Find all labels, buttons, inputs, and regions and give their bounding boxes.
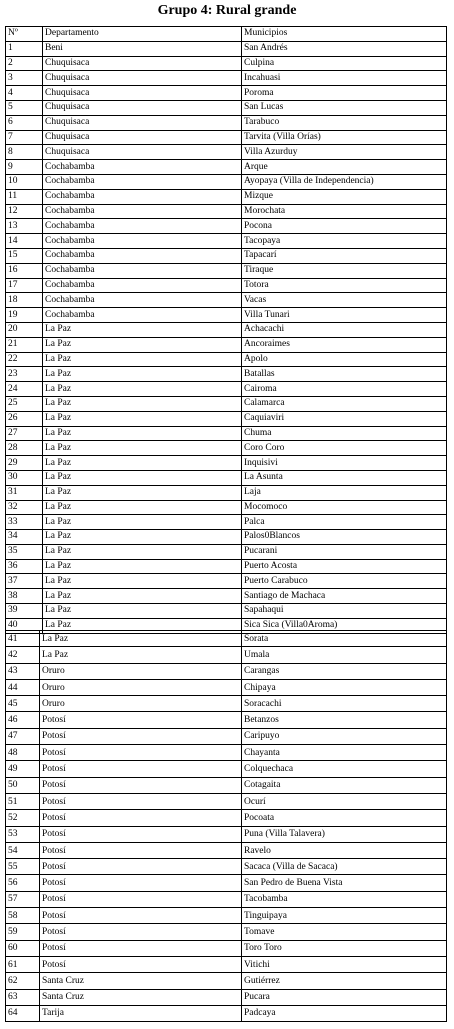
cell-number: 16 bbox=[6, 263, 43, 278]
cell-municipio: Tarabuco bbox=[242, 115, 447, 130]
cell-number: 40 bbox=[6, 618, 43, 633]
table-row bbox=[6, 278, 447, 293]
table-row bbox=[6, 515, 447, 530]
cell-departamento: La Paz bbox=[43, 470, 242, 485]
cell-municipio: Puerto Acosta bbox=[242, 559, 447, 574]
cell-number: 12 bbox=[6, 204, 43, 219]
table-row bbox=[6, 130, 447, 145]
cell-departamento: Oruro bbox=[40, 663, 242, 679]
table-row bbox=[6, 728, 447, 744]
table-row bbox=[6, 485, 447, 500]
cell-municipio: Ocurí bbox=[242, 793, 447, 809]
cell-number: 61 bbox=[6, 956, 40, 972]
cell-departamento: Potosí bbox=[40, 793, 242, 809]
cell-municipio: Chipaya bbox=[242, 679, 447, 695]
cell-departamento: La Paz bbox=[40, 647, 242, 663]
cell-municipio: Toro Toro bbox=[242, 940, 447, 956]
cell-number: 2 bbox=[6, 56, 43, 71]
cell-departamento: La Paz bbox=[43, 544, 242, 559]
cell-municipio: Tomave bbox=[242, 924, 447, 940]
table-row bbox=[6, 367, 447, 382]
cell-departamento: La Paz bbox=[43, 530, 242, 545]
cell-departamento: Potosí bbox=[40, 924, 242, 940]
cell-departamento: Cochabamba bbox=[43, 204, 242, 219]
cell-municipio: Pocoata bbox=[242, 810, 447, 826]
cell-municipio: Sorata bbox=[242, 631, 447, 647]
table-row bbox=[6, 1005, 447, 1021]
cell-departamento: Chuquisaca bbox=[43, 115, 242, 130]
table-row bbox=[6, 530, 447, 545]
table-body-lower bbox=[6, 631, 447, 1022]
cell-municipio: Chayanta bbox=[242, 745, 447, 761]
cell-number: 35 bbox=[6, 544, 43, 559]
cell-number: 29 bbox=[6, 456, 43, 471]
table-row bbox=[6, 86, 447, 101]
cell-municipio: Apolo bbox=[242, 352, 447, 367]
cell-municipio: Gutiérrez bbox=[242, 973, 447, 989]
cell-municipio: Tinguipaya bbox=[242, 908, 447, 924]
table-row bbox=[6, 204, 447, 219]
cell-municipio: Vitichi bbox=[242, 956, 447, 972]
header-departamento: Departamento bbox=[43, 27, 242, 42]
cell-number: 52 bbox=[6, 810, 40, 826]
cell-municipio: Coro Coro bbox=[242, 441, 447, 456]
cell-departamento: Potosí bbox=[40, 761, 242, 777]
cell-number: 24 bbox=[6, 382, 43, 397]
cell-departamento: Potosí bbox=[40, 908, 242, 924]
cell-departamento: La Paz bbox=[43, 441, 242, 456]
cell-number: 33 bbox=[6, 515, 43, 530]
table-header-row bbox=[6, 27, 447, 42]
table-row bbox=[6, 56, 447, 71]
cell-departamento: Chuquisaca bbox=[43, 145, 242, 160]
cell-municipio: Caripuyo bbox=[242, 728, 447, 744]
cell-departamento: La Paz bbox=[43, 367, 242, 382]
table-row bbox=[6, 396, 447, 411]
cell-municipio: Carangas bbox=[242, 663, 447, 679]
cell-departamento: La Paz bbox=[43, 426, 242, 441]
table-row bbox=[6, 322, 447, 337]
cell-departamento: Potosí bbox=[40, 891, 242, 907]
cell-number: 19 bbox=[6, 308, 43, 323]
table-row bbox=[6, 337, 447, 352]
cell-municipio: Totora bbox=[242, 278, 447, 293]
municipios-table-upper bbox=[5, 26, 447, 634]
cell-municipio: Calamarca bbox=[242, 396, 447, 411]
cell-number: 22 bbox=[6, 352, 43, 367]
table-row bbox=[6, 647, 447, 663]
cell-number: 47 bbox=[6, 728, 40, 744]
cell-municipio: Ravelo bbox=[242, 842, 447, 858]
table-row bbox=[6, 263, 447, 278]
cell-municipio: Morochata bbox=[242, 204, 447, 219]
cell-number: 53 bbox=[6, 826, 40, 842]
cell-departamento: Cochabamba bbox=[43, 308, 242, 323]
cell-departamento: La Paz bbox=[43, 322, 242, 337]
cell-municipio: Santiago de Machaca bbox=[242, 589, 447, 604]
cell-departamento: Potosí bbox=[40, 859, 242, 875]
cell-municipio: Ancoraimes bbox=[242, 337, 447, 352]
cell-number: 3 bbox=[6, 71, 43, 86]
cell-number: 49 bbox=[6, 761, 40, 777]
table-row bbox=[6, 100, 447, 115]
cell-municipio: Caquiaviri bbox=[242, 411, 447, 426]
cell-number: 10 bbox=[6, 174, 43, 189]
table-row bbox=[6, 234, 447, 249]
table-row bbox=[6, 696, 447, 712]
table-row bbox=[6, 145, 447, 160]
cell-municipio: Puna (Villa Talavera) bbox=[242, 826, 447, 842]
cell-departamento: Beni bbox=[43, 41, 242, 56]
cell-number: 55 bbox=[6, 859, 40, 875]
cell-departamento: La Paz bbox=[43, 485, 242, 500]
cell-municipio: Pucarani bbox=[242, 544, 447, 559]
table-row bbox=[6, 219, 447, 234]
cell-number: 45 bbox=[6, 696, 40, 712]
cell-departamento: Cochabamba bbox=[43, 160, 242, 175]
table-row bbox=[6, 426, 447, 441]
table-row bbox=[6, 470, 447, 485]
cell-municipio: Tapacarí bbox=[242, 248, 447, 263]
cell-number: 37 bbox=[6, 574, 43, 589]
cell-municipio: Chuma bbox=[242, 426, 447, 441]
cell-municipio: Arque bbox=[242, 160, 447, 175]
table-row bbox=[6, 604, 447, 619]
table-row bbox=[6, 574, 447, 589]
table-body-upper bbox=[6, 27, 447, 634]
cell-municipio: Tiraque bbox=[242, 263, 447, 278]
table-row bbox=[6, 793, 447, 809]
table-row bbox=[6, 456, 447, 471]
cell-municipio: Pucara bbox=[242, 989, 447, 1005]
cell-municipio: Poroma bbox=[242, 86, 447, 101]
cell-number: 8 bbox=[6, 145, 43, 160]
cell-municipio: Ayopaya (Villa de Independencia) bbox=[242, 174, 447, 189]
table-row bbox=[6, 441, 447, 456]
cell-number: 4 bbox=[6, 86, 43, 101]
cell-number: 15 bbox=[6, 248, 43, 263]
cell-number: 20 bbox=[6, 322, 43, 337]
cell-departamento: Chuquisaca bbox=[43, 100, 242, 115]
table-row bbox=[6, 712, 447, 728]
cell-number: 38 bbox=[6, 589, 43, 604]
cell-municipio: Umala bbox=[242, 647, 447, 663]
cell-departamento: La Paz bbox=[43, 559, 242, 574]
table-row bbox=[6, 589, 447, 604]
table-row bbox=[6, 500, 447, 515]
header-number: Nº bbox=[6, 27, 43, 42]
table-row bbox=[6, 989, 447, 1005]
cell-departamento: Cochabamba bbox=[43, 234, 242, 249]
cell-departamento: Potosí bbox=[40, 728, 242, 744]
cell-municipio: San Andrés bbox=[242, 41, 447, 56]
table-row bbox=[6, 71, 447, 86]
cell-municipio: Betanzos bbox=[242, 712, 447, 728]
table-row bbox=[6, 174, 447, 189]
cell-municipio: Sacaca (Villa de Sacaca) bbox=[242, 859, 447, 875]
table-row bbox=[6, 41, 447, 56]
cell-number: 28 bbox=[6, 441, 43, 456]
cell-municipio: Colquechaca bbox=[242, 761, 447, 777]
cell-municipio: Incahuasi bbox=[242, 71, 447, 86]
table-row bbox=[6, 777, 447, 793]
cell-departamento: La Paz bbox=[40, 631, 242, 647]
cell-municipio: Inquisivi bbox=[242, 456, 447, 471]
cell-municipio: Villa Azurduy bbox=[242, 145, 447, 160]
table-row bbox=[6, 810, 447, 826]
table-row bbox=[6, 631, 447, 647]
cell-municipio: Laja bbox=[242, 485, 447, 500]
table-row bbox=[6, 189, 447, 204]
cell-municipio: Mocomoco bbox=[242, 500, 447, 515]
table-row bbox=[6, 663, 447, 679]
cell-number: 51 bbox=[6, 793, 40, 809]
cell-number: 46 bbox=[6, 712, 40, 728]
cell-departamento: Potosí bbox=[40, 810, 242, 826]
cell-departamento: La Paz bbox=[43, 382, 242, 397]
table-row bbox=[6, 559, 447, 574]
cell-departamento: Oruro bbox=[40, 679, 242, 695]
cell-number: 21 bbox=[6, 337, 43, 352]
cell-municipio: Tarvita (Villa Orías) bbox=[242, 130, 447, 145]
cell-departamento: Potosí bbox=[40, 940, 242, 956]
cell-number: 44 bbox=[6, 679, 40, 695]
cell-departamento: Chuquisaca bbox=[43, 71, 242, 86]
cell-number: 42 bbox=[6, 647, 40, 663]
cell-departamento: Cochabamba bbox=[43, 248, 242, 263]
cell-departamento: Potosí bbox=[40, 875, 242, 891]
cell-municipio: San Lucas bbox=[242, 100, 447, 115]
cell-municipio: Cairoma bbox=[242, 382, 447, 397]
cell-municipio: Palos0Blancos bbox=[242, 530, 447, 545]
cell-number: 18 bbox=[6, 293, 43, 308]
cell-number: 5 bbox=[6, 100, 43, 115]
cell-departamento: La Paz bbox=[43, 396, 242, 411]
cell-departamento: Potosí bbox=[40, 777, 242, 793]
table-row bbox=[6, 826, 447, 842]
cell-municipio: Soracachi bbox=[242, 696, 447, 712]
cell-number: 59 bbox=[6, 924, 40, 940]
cell-departamento: Cochabamba bbox=[43, 278, 242, 293]
table-row bbox=[6, 352, 447, 367]
cell-municipio: La Asunta bbox=[242, 470, 447, 485]
cell-number: 23 bbox=[6, 367, 43, 382]
cell-number: 34 bbox=[6, 530, 43, 545]
cell-number: 14 bbox=[6, 234, 43, 249]
cell-municipio: Tacopaya bbox=[242, 234, 447, 249]
cell-number: 31 bbox=[6, 485, 43, 500]
table-row bbox=[6, 875, 447, 891]
table-row bbox=[6, 160, 447, 175]
table-row bbox=[6, 382, 447, 397]
cell-departamento: Cochabamba bbox=[43, 189, 242, 204]
cell-number: 27 bbox=[6, 426, 43, 441]
table-row bbox=[6, 761, 447, 777]
cell-departamento: Potosí bbox=[40, 712, 242, 728]
cell-departamento: La Paz bbox=[43, 515, 242, 530]
cell-departamento: Chuquisaca bbox=[43, 86, 242, 101]
cell-departamento: Cochabamba bbox=[43, 219, 242, 234]
cell-departamento: Chuquisaca bbox=[43, 56, 242, 71]
table-row bbox=[6, 679, 447, 695]
cell-municipio: Mizque bbox=[242, 189, 447, 204]
cell-number: 56 bbox=[6, 875, 40, 891]
table-row bbox=[6, 544, 447, 559]
header-municipios: Municipios bbox=[242, 27, 447, 42]
cell-number: 13 bbox=[6, 219, 43, 234]
cell-municipio: Sica Sica (Villa0Aroma) bbox=[242, 618, 447, 633]
table-row bbox=[6, 248, 447, 263]
cell-number: 9 bbox=[6, 160, 43, 175]
table-row bbox=[6, 940, 447, 956]
cell-number: 58 bbox=[6, 908, 40, 924]
cell-number: 50 bbox=[6, 777, 40, 793]
cell-municipio: Tacobamba bbox=[242, 891, 447, 907]
table-row bbox=[6, 411, 447, 426]
cell-departamento: La Paz bbox=[43, 589, 242, 604]
page-title: Grupo 4: Rural grande bbox=[157, 3, 297, 18]
cell-number: 6 bbox=[6, 115, 43, 130]
cell-departamento: Potosí bbox=[40, 956, 242, 972]
cell-municipio: Culpina bbox=[242, 56, 447, 71]
cell-municipio: Vacas bbox=[242, 293, 447, 308]
table-row bbox=[6, 842, 447, 858]
cell-municipio: Batallas bbox=[242, 367, 447, 382]
cell-number: 64 bbox=[6, 1005, 40, 1021]
table-row bbox=[6, 956, 447, 972]
cell-departamento: Potosí bbox=[40, 745, 242, 761]
cell-departamento: Cochabamba bbox=[43, 174, 242, 189]
table-row bbox=[6, 908, 447, 924]
table-row bbox=[6, 745, 447, 761]
cell-number: 39 bbox=[6, 604, 43, 619]
cell-departamento: Chuquisaca bbox=[43, 130, 242, 145]
table-row bbox=[6, 973, 447, 989]
cell-departamento: La Paz bbox=[43, 604, 242, 619]
cell-departamento: La Paz bbox=[43, 618, 242, 633]
cell-departamento: Santa Cruz bbox=[40, 989, 242, 1005]
table-row bbox=[6, 293, 447, 308]
cell-departamento: Potosí bbox=[40, 826, 242, 842]
cell-number: 43 bbox=[6, 663, 40, 679]
cell-municipio: Achacachi bbox=[242, 322, 447, 337]
cell-municipio: Cotagaita bbox=[242, 777, 447, 793]
cell-number: 48 bbox=[6, 745, 40, 761]
cell-number: 41 bbox=[6, 631, 40, 647]
cell-number: 11 bbox=[6, 189, 43, 204]
cell-number: 1 bbox=[6, 41, 43, 56]
table-row bbox=[6, 859, 447, 875]
cell-number: 54 bbox=[6, 842, 40, 858]
cell-departamento: Cochabamba bbox=[43, 293, 242, 308]
cell-departamento: La Paz bbox=[43, 574, 242, 589]
table-row bbox=[6, 115, 447, 130]
cell-number: 60 bbox=[6, 940, 40, 956]
cell-number: 63 bbox=[6, 989, 40, 1005]
cell-municipio: Sapahaqui bbox=[242, 604, 447, 619]
cell-departamento: Cochabamba bbox=[43, 263, 242, 278]
cell-number: 57 bbox=[6, 891, 40, 907]
cell-number: 25 bbox=[6, 396, 43, 411]
table-row bbox=[6, 924, 447, 940]
table-row bbox=[6, 891, 447, 907]
cell-number: 30 bbox=[6, 470, 43, 485]
cell-number: 62 bbox=[6, 973, 40, 989]
cell-departamento: Oruro bbox=[40, 696, 242, 712]
municipios-table-lower bbox=[5, 630, 447, 1022]
cell-departamento: Santa Cruz bbox=[40, 973, 242, 989]
cell-departamento: La Paz bbox=[43, 456, 242, 471]
cell-municipio: San Pedro de Buena Vista bbox=[242, 875, 447, 891]
cell-municipio: Puerto Carabuco bbox=[242, 574, 447, 589]
cell-departamento: La Paz bbox=[43, 500, 242, 515]
cell-municipio: Pocona bbox=[242, 219, 447, 234]
cell-municipio: Villa Tunari bbox=[242, 308, 447, 323]
cell-number: 26 bbox=[6, 411, 43, 426]
cell-departamento: La Paz bbox=[43, 411, 242, 426]
cell-number: 32 bbox=[6, 500, 43, 515]
cell-number: 36 bbox=[6, 559, 43, 574]
cell-departamento: Tarija bbox=[40, 1005, 242, 1021]
cell-municipio: Palca bbox=[242, 515, 447, 530]
cell-number: 17 bbox=[6, 278, 43, 293]
cell-number: 7 bbox=[6, 130, 43, 145]
cell-municipio: Padcaya bbox=[242, 1005, 447, 1021]
table-row bbox=[6, 308, 447, 323]
cell-departamento: La Paz bbox=[43, 352, 242, 367]
cell-departamento: Potosí bbox=[40, 842, 242, 858]
cell-departamento: La Paz bbox=[43, 337, 242, 352]
